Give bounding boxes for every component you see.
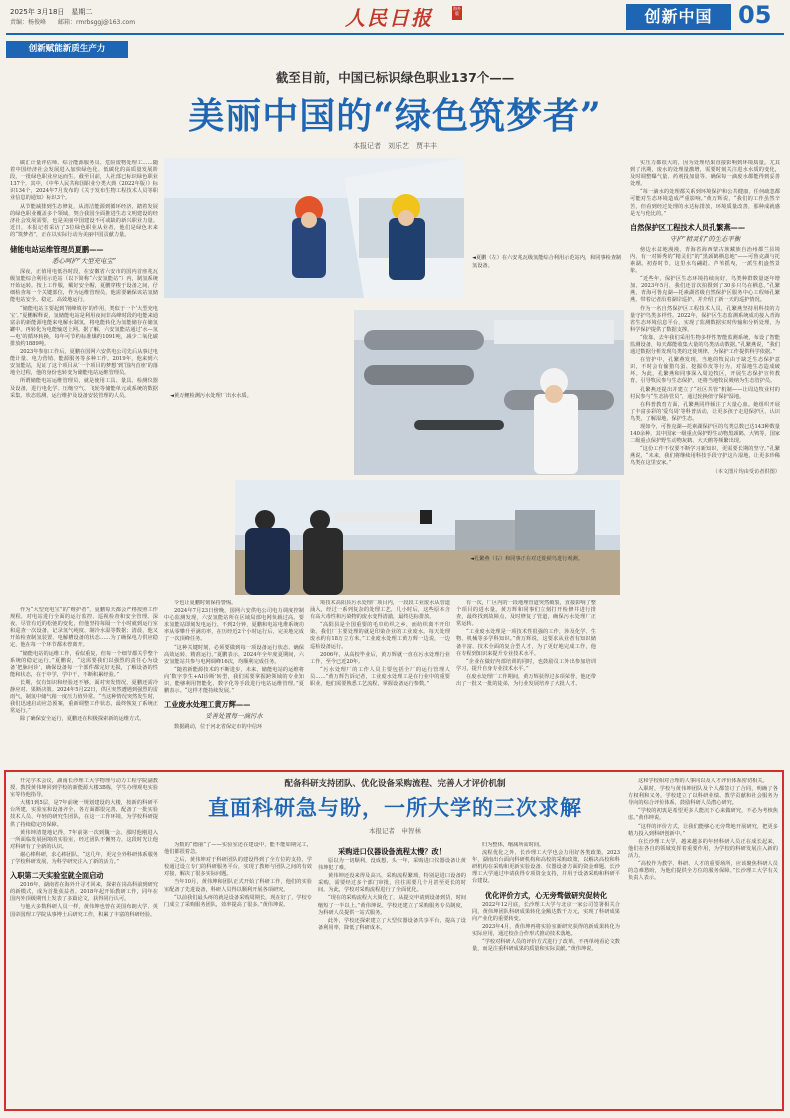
section-heading: 优化评价方式，心无旁骛做研究促转化 xyxy=(484,890,608,900)
photo-caption: ◄孔繁燕（右）和同事正在对迁徙候鸟进行观测。 xyxy=(470,556,583,562)
paragraph: 开完学术会议，湖南长沙理工大学物理与动力工程学院副教授、教授黄伟坤回到学校的新能源大楼3B栋，学生办理观电实验室等待他指导。 xyxy=(10,778,158,799)
paragraph: 傍边水盆地漫漫，青海省海西蒙古族藏族自治州都兰县境内，有一对娇秀的“精灵们”的“黑颈鹤栖息地”——可鲁克湖与托素湖。初春时节，这里水鸟翩跹、芦苇摇曳，一派生机盎然景象。 xyxy=(630,246,780,275)
paragraph: 大楼1到5层，是7年前统一规划建设的大楼，按新的科研平台所建，实验室和设备齐全，各方面都很完善，配备了一批实验技术人员、年轻的研究生团队，在这一工作环境，为学校科研提供了持续稳定的保障。 xyxy=(10,800,158,828)
paragraph: 之后，黄伟坤对于科研团队的建设得到了全方位的支持，学校通过设立专门的科研服务平台，实现了教师与团队之间的有效对接，解决了很多实际问题。 xyxy=(164,857,312,878)
bottom-column-4 xyxy=(472,842,620,1108)
paragraph: 2023年4月，黄伟坤再将实验室新研究获得的新成果转化为实际应用，通过校企合作形式推动技术落地。 xyxy=(472,923,620,937)
paragraph: “现在的采购流程大大简化了，从提交申请到设备到货，时间缩短了一半以上。”黄伟坤说。学校还建立了采购服务专员制度，为科研人员提供一站式服务。 xyxy=(318,895,466,916)
paragraph: 在长沙理工大学，越来越多的年轻科研人员正在成长起来，他们在各自的领域发挥着重要作用，为学校的科研发展注入新的活力。 xyxy=(628,838,778,859)
paragraph: 这和学校相对合理的人事同以及人才评价体系密切相关。 xyxy=(638,778,768,784)
paragraph: “这份工作不仅要不断学习新知识，更需要长期的坚守。”孔繁燕说，“未来，我们将继续用科技手段守护这片湿地，让更多珍稀鸟类在这里安家。” xyxy=(630,446,780,467)
paragraph: 现如今，可鲁克湖—托素湖保护区的鸟类总数已达143种数量140余种，其中国家一级重点保护野生动物黑颈鹤、大鸨等，国家二级重点保护野生动物灰鹤、大天鹅等频繁出现。 xyxy=(630,424,780,445)
paragraph: 入职时，学校与黄伟坤团队及个人都签订了合同，明确了各方权利和义务。学校建立了以科研业绩、教学贡献和社会服务为导向的综合评价体系，鼓励科研人员潜心研究。 xyxy=(628,786,778,807)
article-column-1b xyxy=(10,607,158,767)
photo-caption: ◄黄万鲤检测污水处理厂出水水质。 xyxy=(170,393,252,399)
section-subheading: 妥善处置每一滴污水 xyxy=(205,712,263,721)
section-subheading: 悉心呵护“大型充电宝” xyxy=(51,257,117,266)
paragraph: “高阳县是全国重要的毛巾纺织之乡，而纺织离不开印染。我们厂主要处理的就是印染企业的工业废水。每天处理废水约有18万立方米。”工业废水处理工黄万辉一边说，一边巡检设备运行。 xyxy=(310,622,450,650)
paragraph: “依靠，去年我们采用生物多样性智能监测系统，布设了智能监测设备，每天都能收集大量的鸟类活动数据。”孔繁燕说，“我们通过数据分析发现鸟类的迁徙规律，为保护工作提供科学依据。” xyxy=(630,334,780,356)
section-title: 创新中国 xyxy=(626,4,731,30)
paragraph: “污水处理厂的工作人员主要包括全厂的运行管理人员……”黄万辉告诉记者，工业废水处理工是在行业中的重要职业，他们需要熟悉工艺流程，掌握设备运行参数。” xyxy=(310,666,450,688)
paragraph: 2016年，湖南省在海外升寻才回来，探索在岗高科前到研究的新模式，成为首批获益者。2018年起开始教研工作，同年在国内外顶级期刊上发表了多篇论文，获得同行认可。 xyxy=(10,882,158,903)
paragraph: “高校作为教学、科研、人才的重要场所，应该聚焦科研人员的急难愁盼，为他们提供全方位的服务保障。”长沙理工大学有关负责人表示。 xyxy=(628,861,778,882)
bottom-column-2 xyxy=(164,842,312,1108)
paragraph: “这样的评价方式，让我们能够心无旁骛地开展研究，把更多精力投入到科研创新中。” xyxy=(628,823,778,837)
photo-illustration xyxy=(354,310,624,475)
paragraph: “学校的初衷是希望更多人能沉下心来做研究，不必为考核焦虑。”黄伟坤说。 xyxy=(628,808,778,822)
paragraph: 2006年，从高校毕业后，黄万辉就一直在污水处理行业工作，至今已近20年。 xyxy=(310,651,450,665)
page-header xyxy=(0,0,790,28)
paragraph: 从节能减排到生态修复，从清洁能源到循环经济，踏着发展的绿色职业覆盖多个领域，契合我国全面推进生态文明建设的经济社会发展需要，也是美丽中国建设不可或缺的新兴职业力量。近日，本报记者采访了3位绿色职业从业者，他们是绿色未来的“筑梦者”，正在以实际行动为美丽中国贡献力量。 xyxy=(10,203,158,238)
photo-hydrogen-station xyxy=(164,158,464,298)
section-heading: 采购进口仪器设备流程太慢？改！ xyxy=(338,847,446,856)
article-column-1 xyxy=(10,160,158,605)
paragraph: 为数的“德丽”了——实验室还在建设中，能不能如期完工，他们都很着急。 xyxy=(164,842,312,856)
page-number: 05 xyxy=(738,1,772,29)
section-heading: 自然保护区工程技术人员孔繁燕—— xyxy=(630,222,746,232)
paragraph: “这种关键时刻，必须要做到每一项设备运行状态、确保高效运转、精准运行。”夏鹏表示，2024年全年度夏期间，六安氢能站共参与电网调峰16次，均顺利完成任务。 xyxy=(164,644,304,665)
bottom-column-3 xyxy=(318,842,466,1108)
article-column-5 xyxy=(456,600,596,765)
paragraph: 长期，仅有知识和经验还不够。面对突发情况，夏鹏还需冷静应对、果断决策。2024年5月22日，供区突然遭遇到强烈的雷雨气，制氢中储气箱一度压力值异常。“当这种情况突然发生时，我们迅速启动应急预案，重新调整工作状态，最终恢复了系统正常运行。” xyxy=(10,679,158,715)
paragraph: “储能电站主要起到‘削峰填谷’的作用，类似于一个‘大型充电宝’。”夏鹏解释说，氢储能电站是利用夜间非高峰时段的电能来通富余的新能源电能来电解水制氢，将电能转化为氢能储存在储氢罐中。再转化为电能输送上网。据了解，六安氢能站通过‘水—氢—电’的循环转换，每年可节约标准煤约1091吨，减少二氧化碳排放约1889吨。 xyxy=(10,305,158,347)
section-heading: 入职第二天实验室就全面启动 xyxy=(10,871,104,881)
paragraph: 原以为一切顺利，没成想，头一年，采购进口仪器设备让黄伟坤犯了难。 xyxy=(318,858,466,872)
paragraph: “以前我们最头疼的就是设备采购周期长，现在好了，学校专门成立了采购服务团队，效率提高了很多。”黄伟坤说。 xyxy=(164,894,312,908)
article-byline: 本报记者 申智林 xyxy=(369,827,421,835)
photo-bird-observation xyxy=(235,480,620,595)
paragraph: 除了确保安全运行，夏鹏还在积极探索新的运维方式。 xyxy=(20,716,145,723)
paragraph: 2024年7月23日傍晚，国网六安供电公司电力调度控制中心监测发现，六安氢能站所在区域局部电网负载过高。要求氢能站即刻发电运行。不到2分钟，夏鹏和电站电堆系统功率从零攀升至满功率，在历经近2个小时运行后，完美地完成了一次顶峰任务。 xyxy=(164,608,304,643)
article-headline: 美丽中国的“绿色筑梦者” xyxy=(188,95,602,137)
article-headline: 直面科研急与盼，一所大学的三次求解 xyxy=(208,796,582,820)
header-rule xyxy=(6,33,784,35)
editor-info: 责编：杨俊峰 邮箱：rmrbsggj@163.com xyxy=(10,19,136,26)
article-kicker: 截至目前，中国已标识绿色职业137个—— xyxy=(275,70,515,85)
paragraph: 实压力都很大的，因为处理结果直接影响到环境质量。尤其到了汛期，废水的处理量激增，需要时刻关注进水水质的变化，及时调整曝气量、药剂投加量等，确保每一滴废水都能得到妥善处理。 xyxy=(630,160,780,188)
paragraph: 深夜，正值用电低谷时段，在安徽省六安市的国内首座兆瓦级氢能综合利用示范站（以下简称“六安氢能站”）内，制氢系统开始运转。按上工作服，戴好安全帽，夏鹏穿梭于设备之间，仔细检查每一个关键部位，作为运维管理员，他需要确保该站氢储能电站安全、稳定、高效地运行。 xyxy=(10,269,158,304)
paragraph: 黄伟坤清楚地记得，7年前第一次到魏一会。那时他刚进入一所面临发展困境的实验室，经过团队不懈努力，这段时光让他对科研有了全新的认识。 xyxy=(10,829,158,850)
issue-date: 2025年 3月18日 星期二 xyxy=(10,8,93,16)
article-byline: 本报记者 刘乐艺 贾丰丰 xyxy=(353,142,437,150)
article-column-6 xyxy=(630,160,780,765)
paragraph: 在管护中，孔繁燕发现，当地的牧民由于缺乏生态保护意识，不时会有偷猎鸟蛋、挖掘草皮等行为，对湿地生态造成破坏。为此，孔繁燕和同事深入周边牧区，开展生态保护宣传教育，引导牧民参与生态保护，还将当地牧民吸纳为生态管护员。 xyxy=(630,357,780,385)
photo-illustration xyxy=(235,480,620,595)
paragraph: 与他大多数科研人员一样，黄伟坤也曾在美国布朗大学、英国帝国理工学院从事博士后研究工作，积累了丰富的科研经验。 xyxy=(10,904,158,918)
paragraph: “随着新能源技术的不断进步，未来，储能电站的运维将向‘数字孪生+AI诊断’转型，我们需要掌握跨领域的专业知识，能够利用智能化、数字化等手段进行电站运维管理。”夏鹏表示。“这样才能持续发展。” xyxy=(164,666,304,695)
paragraph: 所谓储能电站运维管理员，就是使用工具、量具、检测仪器及设备，进行电化学、压缩空气、飞轮等储能单元或系统的数据采集、状态监测、运行维护及设备安装管理的人员。 xyxy=(10,378,158,399)
paragraph: “学校对科研人员的评价方式进行了改革，不再单纯看论文数量，而是注重科研成果的质量和实际贡献。”黄伟坤说。 xyxy=(472,939,620,953)
paragraph: “近些年，保护区生态环境持续向好，鸟类种群数量逐年增加，2023年5月，我们还首次拍摄到了30多只鸟在栖息。”孔繁燕，青海可鲁克湖—托素湖省级自然保护区服务中心工程师孔繁燕，带着记者沿着湖岸巡护，并介绍了新一天的巡护情况。 xyxy=(630,276,780,304)
photo-caption: ◄夏鹏（左）在六安兆瓦级氢能综合利用示范站内，和同事检查制氢设备。 xyxy=(472,255,622,269)
paragraph: 孔繁燕还提出并建立了“社区共管”机制——让周边牧业村的村民参与“生态协管员”，通过轮换值守保护湿地。 xyxy=(630,386,780,400)
paragraph: 归为整体，缩减所需时间。 xyxy=(482,842,545,848)
masthead-stamp: 海外版 xyxy=(452,6,462,20)
paragraph: 令也让夏鹏时刻保持警惕。 xyxy=(174,600,237,606)
photo-wastewater-lab xyxy=(354,310,624,475)
paragraph: 此外，学校还探索建立了大型仪器设备共享平台，提高了设备利用率，降低了科研成本。 xyxy=(318,917,466,931)
section-subheading: 守护“精灵们”的生态平衡 xyxy=(669,234,741,243)
paragraph: 在废水处理厂工作期间，黄万辉获得过多项荣誉，他还带出了一批又一批的徒弟，为行业发展培养了大批人才。 xyxy=(456,673,596,688)
article-kicker: 配备科研支持团队、优化设备采购流程、完善人才评价机制 xyxy=(284,779,506,789)
paragraph: 当年10月，黄伟坤和团队正式开始了科研工作，他们的实验室配备了先进设备，科研人员得以顺利开展各项研究。 xyxy=(164,879,312,893)
bottom-column-5 xyxy=(628,778,778,1108)
paragraph: 流程优化之外，长沙理工大学也会力用好各类政策。2023年，湖南出台面向科研机构和高校的采购政策，以解决高校和科研机构在采购和更新实验设备、仪器设备方面的资金难题。长沙理工大学通过申请获得专项资金支持，并用于设备采购和科研平台建设。 xyxy=(472,850,620,885)
paragraph: 数据跳动，位于河北省保定市的中信环 xyxy=(174,724,263,731)
paragraph: “储能电站的运维工作，看似重复，但每一个细节都关乎整个系统的稳定运行。”夏鹏说，“这需要我们以强烈的责任心为设备‘把脉问诊’，确保设备每一个部件都完好无损，了解设备的性能和状态，在于中学，学中干，不断积累经验。” xyxy=(10,650,158,678)
bottom-column-1 xyxy=(10,778,158,1108)
paragraph: 有一次，厂区内的一段地埋管道突然破裂，直接影响了整个项目的进水量。黄万辉和同事们立刻打开检修井进行排查，最终找到故障点，及时修复了管道，确保污水处理厂正常运转。 xyxy=(456,600,596,628)
photo-credit: （本文图片均由受访者供图） xyxy=(712,468,780,475)
paragraph: 黄伟坤还没来得及高兴，采购流程繁琐，特别是进口设备的采购，需要经过多个部门审批，往往需要几个月甚至更长的时间。为此，学校对采购流程进行了全面优化。 xyxy=(318,873,466,894)
paragraph: 作为一名自然保护区工程技术人员，孔繁燕坚持用科技的力量守护鸟类多样性。2022年，保护区生态监测系统成功接入青海省生态环境信息平台，实现了监测数据实时传输和分析处理，为科学保护提供了数据支撑。 xyxy=(630,305,780,333)
masthead-logo: 人民日报 xyxy=(345,6,433,30)
paragraph: 境技术高阳县污水处理厂项目内，一段段工业废水从管道涌入，经过一系列复杂的处理工艺，几小时后，这些原本含有高大毒性和污染物的废水变得清澈，最终达标排放。 xyxy=(310,600,450,621)
article-column-4 xyxy=(310,600,450,765)
section-heading: 储能电站运维管理员夏鹏—— xyxy=(10,245,104,255)
paragraph: “企业在做好内部培训的同时，也鼓励员工外出参加培训学习，提升自身专业技术水平。” xyxy=(456,658,596,672)
paragraph: 2023年参加工作后，夏鹏在国网六安供电公司先后从事过电能计量、电力营销、能源服务等多种工作。2019年，他来到六安氢能站，见证了这个项目从‘一个项目的梦想’到‘国内首座’的落地全过程，他的身份也转变为储能电站运维管理员。 xyxy=(10,349,158,377)
paragraph: “每一滴水的处理都关系到环境保护和公共健康，任何疏忽都可能对生态环境造成严重影响。”黄万辉说，“我们的工作虽然辛苦，但看到经过处理的水达标排放，环境质量改善，那种成就感是无与伦比的。” xyxy=(630,189,780,217)
paragraph: 在科普教育方面，孔繁燕同样倾注了大量心血。她组织开展了丰富多彩的‘爱鸟周’等科普活动，让更多孩子走进保护区，认识鸟类，了解湿地，保护生态。 xyxy=(630,401,780,422)
paragraph: 碳汇计量评估师、综合能源服务员、危险废物处理工……随着中国经济社会发展进入加快绿色化、低碳化的高质量发展阶段，一批绿色职业应运而生。截至目前，人社部已标识绿色职业137个，其中，《中华人民共和国职业分类大典（2022年版）》标识134个，2024年7月发布的《关于发布生物工程技术人员等职业信息的通知》标识3个。 xyxy=(10,160,158,202)
article-column-3 xyxy=(164,600,304,765)
column-tag: 创新赋能新质生产力 xyxy=(6,41,128,58)
section-heading: 工业废水处理工黄万辉—— xyxy=(164,700,251,710)
paragraph: “工业废水处理是一项技术性很强的工作，涉及化学、生物、机械等多学科知识。”黄万辉说，这要求从业者有知识储备丰富、技术全面的复合型人才，为了更好地完成工作，他在专程到知识来提升专业技术水平。 xyxy=(456,629,596,657)
paragraph: 谢心棒科研，求心棒团队。“这几年，更完全外科研体系服务了学校科研发展，为科学研究注入了新的活力。” xyxy=(10,851,158,866)
paragraph: 作为“大型充电宝”的“维护者”，夏鹏每天都会严格按照工作规程，对电站进行全面的运行监控、巡视检查和安全管理。深夜，尽管有近的松弛的变化，但他坚持每隔一个小时就到运行室和巡查一次设备，记录氢气纯度、制冷水温等数据；清晨，他又开始检查制氢装置、电解槽设备的状态……为了确保电力供应稳定，他在每一个环节都未曾离开。 xyxy=(10,607,158,649)
paragraph: 2022年12月底，长沙理工大学与北京一家公司签署相关合同，黄伟坤团队科研成果转化金额达数千万元，实现了科研成果向产业化的重要转变。 xyxy=(472,901,620,922)
photo-illustration xyxy=(164,158,464,298)
